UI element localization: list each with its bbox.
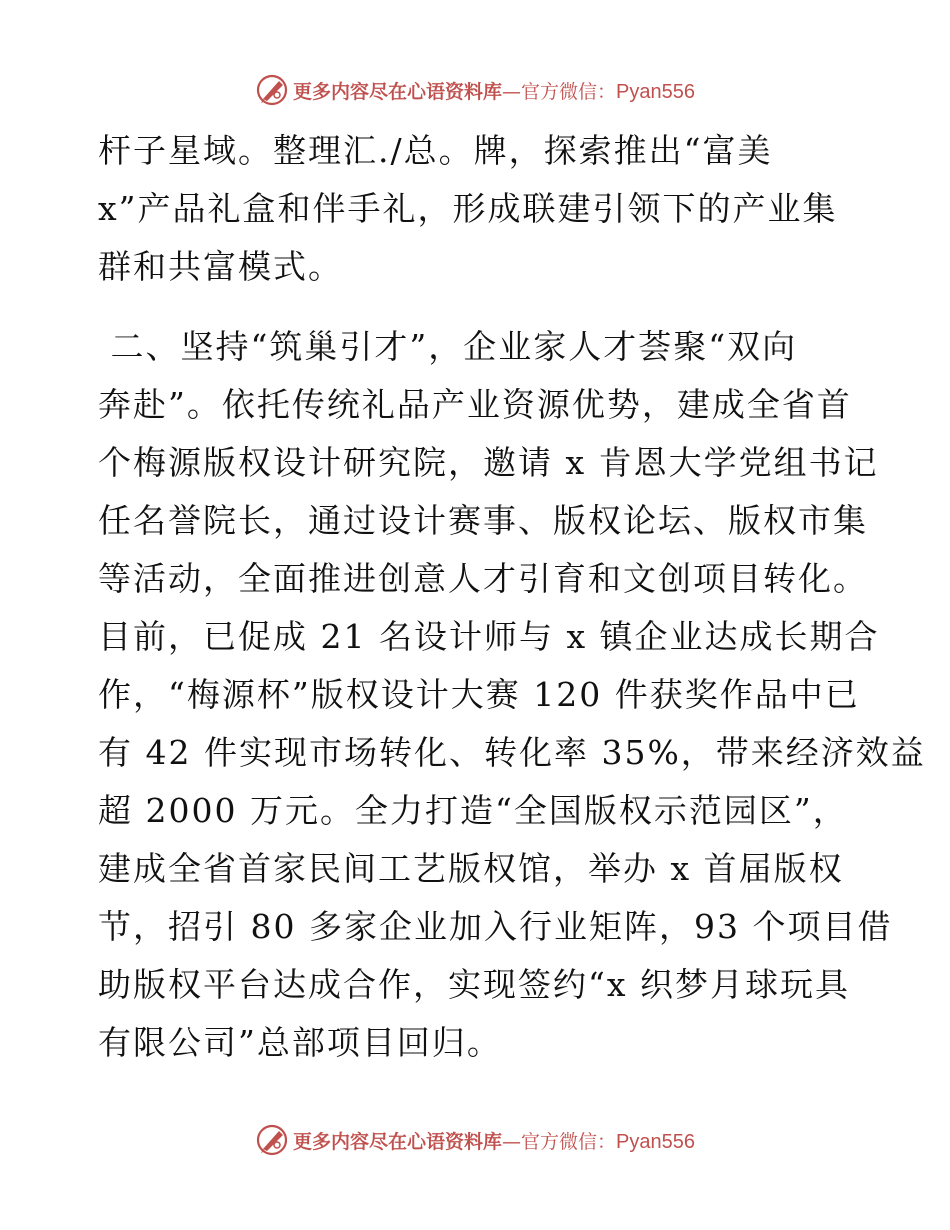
banner-dash: — bbox=[502, 1130, 522, 1153]
banner-wechat-label: 官方微信： bbox=[521, 80, 617, 103]
text-line: x”产品礼盒和伴手礼，形成联建引领下的产业集 bbox=[98, 189, 838, 228]
text-line: 个梅源版权设计研究院，邀请 x 肯恩大学党组书记 bbox=[98, 443, 879, 482]
banner-text bbox=[293, 1127, 695, 1154]
document-body bbox=[98, 122, 926, 1072]
banner-main-text: 更多内容尽在心语资料库 bbox=[293, 1130, 503, 1153]
banner-text bbox=[293, 77, 695, 104]
text-line: 等活动，全面推进创意人才引育和文创项目转化。 bbox=[98, 559, 868, 598]
paragraph-gap bbox=[98, 296, 858, 318]
header-banner bbox=[0, 70, 950, 110]
text-line: 杆子星域。整理汇./总。牌，探索推出“富美 bbox=[98, 131, 773, 170]
text-line: 节，招引 80 多家企业加入行业矩阵，93 个项目借 bbox=[98, 907, 893, 946]
text-line: 任名誉院长，通过设计赛事、版权论坛、版权市集 bbox=[98, 501, 868, 540]
paragraph-1 bbox=[98, 122, 858, 296]
paragraph-2 bbox=[98, 318, 926, 1072]
text-line: 有 42 件实现市场转化、转化率 35%，带来经济效益 bbox=[98, 733, 926, 772]
banner-wechat-label: 官方微信： bbox=[521, 1130, 617, 1153]
section-heading-line: 二、坚持“筑巢引才”，企业家人才荟聚“双向 bbox=[98, 327, 798, 366]
text-line: 超 2000 万元。全力打造“全国版权示范园区”， bbox=[98, 791, 848, 830]
banner-dash: — bbox=[502, 80, 522, 103]
text-line: 目前，已促成 21 名设计师与 x 镇企业达成长期合 bbox=[98, 617, 880, 656]
text-line: 作，“梅源杯”版权设计大赛 120 件获奖作品中已 bbox=[98, 675, 860, 714]
pen-logo-icon bbox=[255, 73, 289, 107]
footer-banner bbox=[0, 1120, 950, 1160]
banner-main-text: 更多内容尽在心语资料库 bbox=[293, 80, 503, 103]
text-line: 建成全省首家民间工艺版权馆，举办 x 首届版权 bbox=[98, 849, 844, 888]
text-line: 奔赴”。依托传统礼品产业资源优势，建成全省首 bbox=[98, 385, 852, 424]
banner-wechat-id: Pyan556 bbox=[616, 1130, 695, 1153]
text-line: 有限公司”总部项目回归。 bbox=[98, 1023, 502, 1062]
text-line: 群和共富模式。 bbox=[98, 247, 343, 286]
pen-logo-icon bbox=[255, 1123, 289, 1157]
text-line: 助版权平台达成合作，实现签约“x 织梦月球玩具 bbox=[98, 965, 850, 1004]
banner-wechat-id: Pyan556 bbox=[616, 80, 695, 103]
